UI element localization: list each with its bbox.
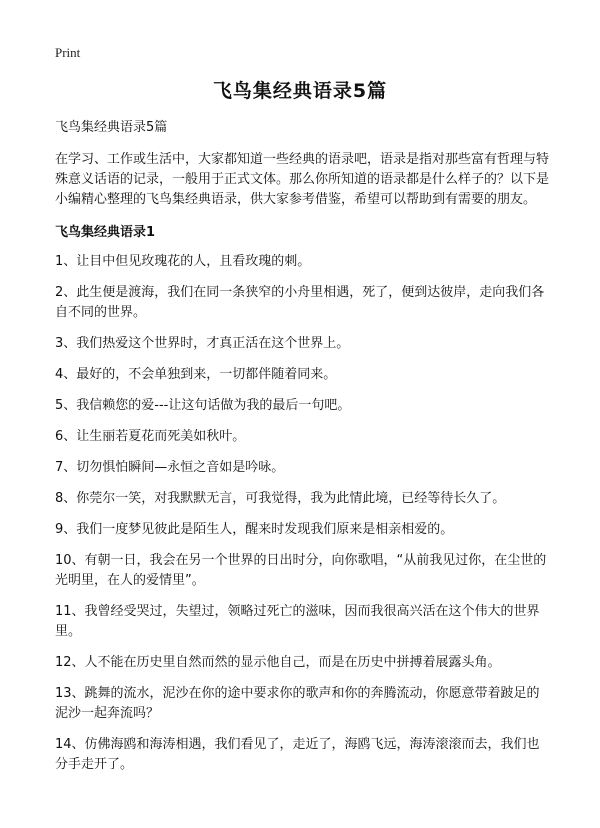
quote-item: 11、我曾经受哭过，失望过，领略过死亡的滋味，因而我很高兴活在这个伟大的世界里。 [55, 604, 540, 639]
quote-item: 13、跳舞的流水，泥沙在你的途中要求你的歌声和你的奔腾流动，你愿意带着跛足的泥沙一起奔流吗？ [55, 686, 540, 721]
print-link[interactable]: Print [55, 45, 81, 60]
quote-item: 4、最好的，不会单独到来，一切都伴随着同来。 [55, 367, 337, 382]
quote-item: 7、切勿惧怕瞬间—永恒之音如是吟咏。 [55, 460, 285, 475]
quote-item: 1、让目中但见玫瑰花的人，且看玫瑰的刺。 [55, 254, 311, 269]
intro-paragraph: 在学习、工作或生活中，大家都知道一些经典的语录吧，语录是指对那些富有哲理与特殊意义话语的记录，一般用于正式文体。那么你所知道的语录都是什么样子的？以下是小编精心整理的飞鸟集经典语录，供大家参考借鉴，希望可以帮助到有需要的朋友。 [55, 152, 550, 207]
quote-item: 10、有朝一日，我会在另一个世界的日出时分，向你歌唱，“从前我见过你，在尘世的光明里，在人的爱情里”。 [55, 553, 547, 588]
quote-item: 3、我们热爱这个世界时，才真正活在这个世界上。 [55, 336, 350, 351]
section-heading: 飞鸟集经典语录1 [55, 225, 156, 240]
quote-item: 14、仿佛海鸥和海涛相遇，我们看见了，走近了，海鸥飞远，海涛滚滚而去，我们也分手走开了。 [55, 737, 540, 772]
quote-item: 8、你莞尔一笑，对我默默无言，可我觉得，我为此情此境，已经等待长久了。 [55, 491, 506, 506]
article-subtitle: 飞鸟集经典语录5篇 [55, 120, 168, 135]
quote-item: 9、我们一度梦见彼此是陌生人，醒来时发现我们原来是相亲相爱的。 [55, 522, 454, 537]
article-body [55, 118, 550, 786]
quote-item: 2、此生便是渡海，我们在同一条狭窄的小舟里相遇，死了，便到达彼岸，走向我们各自不同的世界。 [55, 285, 545, 320]
quote-item: 6、让生丽若夏花而死美如秋叶。 [55, 429, 246, 444]
page-title: 飞鸟集经典语录5篇 [212, 80, 388, 102]
quote-item: 5、我信赖您的爱---让这句话做为我的最后一句吧。 [55, 398, 351, 413]
quote-item: 12、人不能在历史里自然而然的显示他自己，而是在历史中拼搏着展露头角。 [55, 655, 501, 670]
